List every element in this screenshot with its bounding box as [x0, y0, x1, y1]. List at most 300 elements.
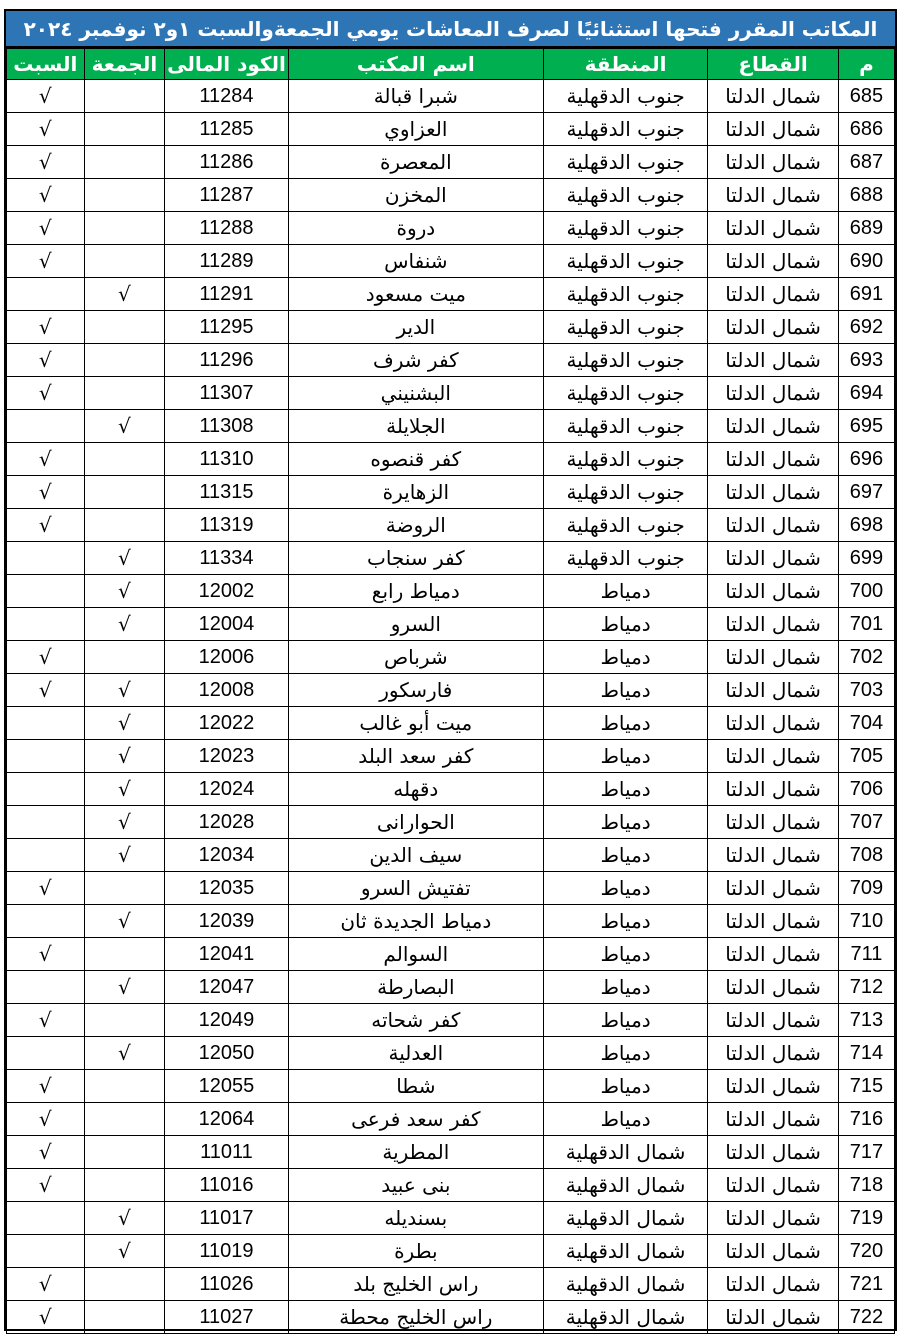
cell-num: 687 — [838, 146, 894, 179]
cell-sector: شمال الدلتا — [708, 377, 839, 410]
cell-sector: شمال الدلتا — [708, 674, 839, 707]
cell-sector: شمال الدلتا — [708, 410, 839, 443]
cell-financial-code: 12050 — [165, 1037, 289, 1070]
cell-region: شمال الدقهلية — [543, 1301, 707, 1334]
cell-num: 699 — [838, 542, 894, 575]
cell-office-name: راس الخليج بلد — [288, 1268, 543, 1301]
cell-sector: شمال الدلتا — [708, 212, 839, 245]
cell-saturday: √ — [7, 1070, 85, 1103]
cell-financial-code: 12002 — [165, 575, 289, 608]
cell-sector: شمال الدلتا — [708, 575, 839, 608]
cell-financial-code: 11027 — [165, 1301, 289, 1334]
cell-saturday — [7, 410, 85, 443]
cell-financial-code: 11011 — [165, 1136, 289, 1169]
cell-friday: √ — [84, 905, 165, 938]
table-row — [7, 905, 895, 938]
cell-sector: شمال الدلتا — [708, 1268, 839, 1301]
cell-office-name: كفر سعد البلد — [288, 740, 543, 773]
cell-region: دمياط — [543, 1103, 707, 1136]
table-row — [7, 773, 895, 806]
cell-office-name: ميت أبو غالب — [288, 707, 543, 740]
cell-sector: شمال الدلتا — [708, 344, 839, 377]
cell-region: دمياط — [543, 905, 707, 938]
cell-sector: شمال الدلتا — [708, 542, 839, 575]
cell-sector: شمال الدلتا — [708, 608, 839, 641]
cell-saturday — [7, 1202, 85, 1235]
cell-region: جنوب الدقهلية — [543, 476, 707, 509]
cell-financial-code: 12034 — [165, 839, 289, 872]
cell-num: 704 — [838, 707, 894, 740]
sheet-title: المكاتب المقرر فتحها استثنائيًا لصرف المعاشات يومي الجمعةوالسبت ١و٢ نوفمبر ٢٠٢٤ — [6, 11, 895, 48]
cell-office-name: البشنيني — [288, 377, 543, 410]
cell-office-name: سيف الدين — [288, 839, 543, 872]
cell-sector: شمال الدلتا — [708, 707, 839, 740]
header-office: اسم المكتب — [288, 49, 543, 80]
cell-saturday: √ — [7, 641, 85, 674]
cell-friday — [84, 1268, 165, 1301]
cell-financial-code: 12022 — [165, 707, 289, 740]
cell-saturday — [7, 839, 85, 872]
cell-num: 719 — [838, 1202, 894, 1235]
cell-financial-code: 12047 — [165, 971, 289, 1004]
cell-region: دمياط — [543, 773, 707, 806]
cell-region: دمياط — [543, 971, 707, 1004]
cell-office-name: شطا — [288, 1070, 543, 1103]
cell-saturday — [7, 575, 85, 608]
cell-friday: √ — [84, 542, 165, 575]
cell-friday — [84, 476, 165, 509]
cell-saturday — [7, 1235, 85, 1268]
cell-friday — [84, 872, 165, 905]
cell-sector: شمال الدلتا — [708, 146, 839, 179]
header-num: م — [838, 49, 894, 80]
cell-num: 712 — [838, 971, 894, 1004]
cell-num: 709 — [838, 872, 894, 905]
cell-sector: شمال الدلتا — [708, 1301, 839, 1334]
cell-saturday — [7, 971, 85, 1004]
cell-friday: √ — [84, 1235, 165, 1268]
cell-num: 686 — [838, 113, 894, 146]
cell-num: 708 — [838, 839, 894, 872]
cell-friday: √ — [84, 839, 165, 872]
cell-saturday — [7, 740, 85, 773]
cell-saturday: √ — [7, 377, 85, 410]
cell-saturday — [7, 773, 85, 806]
cell-region: دمياط — [543, 1070, 707, 1103]
cell-sector: شمال الدلتا — [708, 806, 839, 839]
cell-friday — [84, 179, 165, 212]
table-row — [7, 1301, 895, 1334]
cell-sector: شمال الدلتا — [708, 113, 839, 146]
cell-financial-code: 12049 — [165, 1004, 289, 1037]
cell-num: 696 — [838, 443, 894, 476]
cell-region: جنوب الدقهلية — [543, 344, 707, 377]
table-row — [7, 707, 895, 740]
cell-friday — [84, 245, 165, 278]
cell-office-name: الروضة — [288, 509, 543, 542]
cell-num: 707 — [838, 806, 894, 839]
cell-office-name: كفر سنجاب — [288, 542, 543, 575]
cell-saturday: √ — [7, 344, 85, 377]
table-row — [7, 1235, 895, 1268]
cell-num: 701 — [838, 608, 894, 641]
cell-sector: شمال الدلتا — [708, 311, 839, 344]
cell-financial-code: 11308 — [165, 410, 289, 443]
cell-sector: شمال الدلتا — [708, 278, 839, 311]
cell-num: 691 — [838, 278, 894, 311]
table-row — [7, 674, 895, 707]
cell-financial-code: 12039 — [165, 905, 289, 938]
cell-financial-code: 12064 — [165, 1103, 289, 1136]
cell-saturday: √ — [7, 311, 85, 344]
cell-num: 713 — [838, 1004, 894, 1037]
cell-num: 706 — [838, 773, 894, 806]
table-row — [7, 476, 895, 509]
cell-friday — [84, 1136, 165, 1169]
cell-office-name: المطرية — [288, 1136, 543, 1169]
cell-region: دمياط — [543, 938, 707, 971]
cell-region: جنوب الدقهلية — [543, 245, 707, 278]
cell-saturday — [7, 278, 85, 311]
cell-num: 718 — [838, 1169, 894, 1202]
header-row — [7, 49, 895, 80]
cell-financial-code: 12055 — [165, 1070, 289, 1103]
cell-saturday: √ — [7, 1268, 85, 1301]
cell-saturday: √ — [7, 245, 85, 278]
cell-sector: شمال الدلتا — [708, 938, 839, 971]
table-row — [7, 839, 895, 872]
cell-office-name: شنفاس — [288, 245, 543, 278]
cell-financial-code: 12024 — [165, 773, 289, 806]
header-code: الكود المالى — [165, 49, 289, 80]
cell-office-name: دروة — [288, 212, 543, 245]
cell-office-name: تفتيش السرو — [288, 872, 543, 905]
table-row — [7, 1004, 895, 1037]
cell-office-name: ميت مسعود — [288, 278, 543, 311]
cell-region: جنوب الدقهلية — [543, 542, 707, 575]
cell-financial-code: 11285 — [165, 113, 289, 146]
cell-sector: شمال الدلتا — [708, 179, 839, 212]
cell-financial-code: 12035 — [165, 872, 289, 905]
cell-office-name: المخزن — [288, 179, 543, 212]
table-row — [7, 179, 895, 212]
cell-num: 690 — [838, 245, 894, 278]
cell-sector: شمال الدلتا — [708, 872, 839, 905]
cell-num: 717 — [838, 1136, 894, 1169]
cell-sector: شمال الدلتا — [708, 1037, 839, 1070]
table-row — [7, 1202, 895, 1235]
table-row — [7, 311, 895, 344]
header-saturday: السبت — [7, 49, 85, 80]
cell-saturday: √ — [7, 179, 85, 212]
cell-office-name: كفر قنصوه — [288, 443, 543, 476]
cell-num: 716 — [838, 1103, 894, 1136]
cell-office-name: دقهله — [288, 773, 543, 806]
cell-region: دمياط — [543, 575, 707, 608]
cell-friday — [84, 344, 165, 377]
cell-region: جنوب الدقهلية — [543, 443, 707, 476]
cell-saturday: √ — [7, 872, 85, 905]
cell-financial-code: 11289 — [165, 245, 289, 278]
cell-region: جنوب الدقهلية — [543, 311, 707, 344]
cell-num: 721 — [838, 1268, 894, 1301]
cell-office-name: راس الخليج محطة — [288, 1301, 543, 1334]
cell-sector: شمال الدلتا — [708, 1004, 839, 1037]
cell-saturday — [7, 707, 85, 740]
header-region: المنطقة — [543, 49, 707, 80]
cell-region: جنوب الدقهلية — [543, 212, 707, 245]
cell-financial-code: 11295 — [165, 311, 289, 344]
cell-friday — [84, 146, 165, 179]
cell-num: 689 — [838, 212, 894, 245]
cell-sector: شمال الدلتا — [708, 905, 839, 938]
cell-friday: √ — [84, 674, 165, 707]
cell-sector: شمال الدلتا — [708, 245, 839, 278]
cell-office-name: بسنديله — [288, 1202, 543, 1235]
table-row — [7, 509, 895, 542]
cell-sector: شمال الدلتا — [708, 509, 839, 542]
cell-saturday: √ — [7, 80, 85, 113]
table-row — [7, 872, 895, 905]
cell-office-name: المعصرة — [288, 146, 543, 179]
cell-saturday — [7, 542, 85, 575]
cell-office-name: فارسكور — [288, 674, 543, 707]
cell-sector: شمال الدلتا — [708, 773, 839, 806]
cell-friday: √ — [84, 707, 165, 740]
cell-sector: شمال الدلتا — [708, 443, 839, 476]
cell-office-name: العزاوي — [288, 113, 543, 146]
cell-num: 714 — [838, 1037, 894, 1070]
cell-office-name: دمياط رابع — [288, 575, 543, 608]
cell-office-name: السرو — [288, 608, 543, 641]
cell-financial-code: 11017 — [165, 1202, 289, 1235]
table-row — [7, 938, 895, 971]
cell-sector: شمال الدلتا — [708, 1103, 839, 1136]
table-row — [7, 1136, 895, 1169]
cell-financial-code: 11286 — [165, 146, 289, 179]
cell-friday: √ — [84, 278, 165, 311]
cell-friday — [84, 1301, 165, 1334]
table-row — [7, 146, 895, 179]
cell-financial-code: 11315 — [165, 476, 289, 509]
cell-sector: شمال الدلتا — [708, 1070, 839, 1103]
cell-office-name: كفر سعد فرعى — [288, 1103, 543, 1136]
cell-financial-code: 11026 — [165, 1268, 289, 1301]
cell-region: شمال الدقهلية — [543, 1268, 707, 1301]
cell-financial-code: 12006 — [165, 641, 289, 674]
cell-num: 722 — [838, 1301, 894, 1334]
cell-sector: شمال الدلتا — [708, 641, 839, 674]
cell-num: 698 — [838, 509, 894, 542]
table-row — [7, 971, 895, 1004]
cell-region: دمياط — [543, 641, 707, 674]
table-row — [7, 113, 895, 146]
table-row — [7, 212, 895, 245]
cell-friday — [84, 377, 165, 410]
cell-office-name: البصارطة — [288, 971, 543, 1004]
cell-region: دمياط — [543, 806, 707, 839]
cell-financial-code: 11296 — [165, 344, 289, 377]
cell-sector: شمال الدلتا — [708, 1136, 839, 1169]
cell-region: دمياط — [543, 674, 707, 707]
table-row — [7, 377, 895, 410]
cell-region: دمياط — [543, 872, 707, 905]
table-row — [7, 575, 895, 608]
cell-office-name: بنى عبيد — [288, 1169, 543, 1202]
cell-friday — [84, 938, 165, 971]
table-body — [7, 80, 895, 1334]
cell-sector: شمال الدلتا — [708, 476, 839, 509]
cell-num: 695 — [838, 410, 894, 443]
table-row — [7, 1037, 895, 1070]
cell-office-name: العدلية — [288, 1037, 543, 1070]
cell-sector: شمال الدلتا — [708, 80, 839, 113]
cell-saturday: √ — [7, 938, 85, 971]
cell-friday: √ — [84, 1202, 165, 1235]
cell-saturday: √ — [7, 1103, 85, 1136]
table-row — [7, 245, 895, 278]
cell-friday: √ — [84, 971, 165, 1004]
cell-sector: شمال الدلتا — [708, 839, 839, 872]
cell-office-name: دمياط الجديدة ثان — [288, 905, 543, 938]
cell-office-name: شبرا قبالة — [288, 80, 543, 113]
cell-region: جنوب الدقهلية — [543, 278, 707, 311]
cell-region: جنوب الدقهلية — [543, 509, 707, 542]
cell-friday: √ — [84, 410, 165, 443]
cell-financial-code: 11019 — [165, 1235, 289, 1268]
cell-financial-code: 11291 — [165, 278, 289, 311]
cell-region: شمال الدقهلية — [543, 1235, 707, 1268]
cell-region: شمال الدقهلية — [543, 1169, 707, 1202]
cell-financial-code: 12028 — [165, 806, 289, 839]
cell-sector: شمال الدلتا — [708, 1235, 839, 1268]
cell-region: دمياط — [543, 740, 707, 773]
cell-saturday: √ — [7, 674, 85, 707]
cell-friday — [84, 311, 165, 344]
cell-friday — [84, 113, 165, 146]
cell-friday: √ — [84, 806, 165, 839]
cell-sector: شمال الدلتا — [708, 1202, 839, 1235]
cell-region: دمياط — [543, 1004, 707, 1037]
cell-region: جنوب الدقهلية — [543, 146, 707, 179]
cell-region: جنوب الدقهلية — [543, 410, 707, 443]
cell-region: دمياط — [543, 608, 707, 641]
table-row — [7, 608, 895, 641]
cell-friday — [84, 1169, 165, 1202]
cell-financial-code: 11287 — [165, 179, 289, 212]
cell-saturday: √ — [7, 113, 85, 146]
cell-num: 688 — [838, 179, 894, 212]
table-row — [7, 1070, 895, 1103]
cell-saturday: √ — [7, 1169, 85, 1202]
cell-friday — [84, 1103, 165, 1136]
cell-financial-code: 12041 — [165, 938, 289, 971]
cell-financial-code: 11334 — [165, 542, 289, 575]
table-row — [7, 1103, 895, 1136]
cell-financial-code: 11319 — [165, 509, 289, 542]
table-row — [7, 278, 895, 311]
table-row — [7, 410, 895, 443]
cell-financial-code: 11307 — [165, 377, 289, 410]
cell-region: شمال الدقهلية — [543, 1202, 707, 1235]
table-row — [7, 344, 895, 377]
cell-office-name: كفر شحاته — [288, 1004, 543, 1037]
table-row — [7, 1169, 895, 1202]
table-row — [7, 1268, 895, 1301]
table-row — [7, 542, 895, 575]
cell-saturday — [7, 608, 85, 641]
cell-num: 694 — [838, 377, 894, 410]
table-row — [7, 80, 895, 113]
cell-region: دمياط — [543, 1037, 707, 1070]
cell-friday: √ — [84, 1037, 165, 1070]
cell-region: جنوب الدقهلية — [543, 377, 707, 410]
cell-office-name: الحوارانى — [288, 806, 543, 839]
cell-financial-code: 11288 — [165, 212, 289, 245]
cell-saturday: √ — [7, 1004, 85, 1037]
cell-num: 703 — [838, 674, 894, 707]
cell-friday — [84, 641, 165, 674]
cell-num: 700 — [838, 575, 894, 608]
cell-friday: √ — [84, 608, 165, 641]
cell-office-name: الدير — [288, 311, 543, 344]
cell-financial-code: 11310 — [165, 443, 289, 476]
cell-region: دمياط — [543, 707, 707, 740]
cell-friday: √ — [84, 740, 165, 773]
cell-region: شمال الدقهلية — [543, 1136, 707, 1169]
cell-office-name: بطرة — [288, 1235, 543, 1268]
cell-num: 702 — [838, 641, 894, 674]
cell-num: 711 — [838, 938, 894, 971]
cell-region: جنوب الدقهلية — [543, 179, 707, 212]
cell-saturday: √ — [7, 212, 85, 245]
cell-friday: √ — [84, 773, 165, 806]
cell-num: 720 — [838, 1235, 894, 1268]
cell-num: 710 — [838, 905, 894, 938]
cell-friday — [84, 212, 165, 245]
cell-office-name: كفر شرف — [288, 344, 543, 377]
cell-saturday: √ — [7, 509, 85, 542]
cell-friday — [84, 1004, 165, 1037]
cell-saturday: √ — [7, 476, 85, 509]
cell-saturday — [7, 806, 85, 839]
cell-sector: شمال الدلتا — [708, 1169, 839, 1202]
cell-saturday — [7, 1037, 85, 1070]
table-row — [7, 641, 895, 674]
cell-office-name: الزهايرة — [288, 476, 543, 509]
cell-friday: √ — [84, 575, 165, 608]
cell-office-name: شرباص — [288, 641, 543, 674]
cell-num: 705 — [838, 740, 894, 773]
cell-saturday — [7, 905, 85, 938]
cell-num: 685 — [838, 80, 894, 113]
header-friday: الجمعة — [84, 49, 165, 80]
offices-table — [6, 48, 895, 1334]
cell-office-name: السوالم — [288, 938, 543, 971]
cell-saturday: √ — [7, 1301, 85, 1334]
cell-num: 693 — [838, 344, 894, 377]
cell-friday — [84, 443, 165, 476]
cell-num: 692 — [838, 311, 894, 344]
cell-friday — [84, 509, 165, 542]
cell-saturday: √ — [7, 146, 85, 179]
cell-financial-code: 12023 — [165, 740, 289, 773]
table-row — [7, 806, 895, 839]
cell-friday — [84, 1070, 165, 1103]
schedule-sheet — [4, 9, 897, 1331]
cell-region: دمياط — [543, 839, 707, 872]
cell-num: 697 — [838, 476, 894, 509]
